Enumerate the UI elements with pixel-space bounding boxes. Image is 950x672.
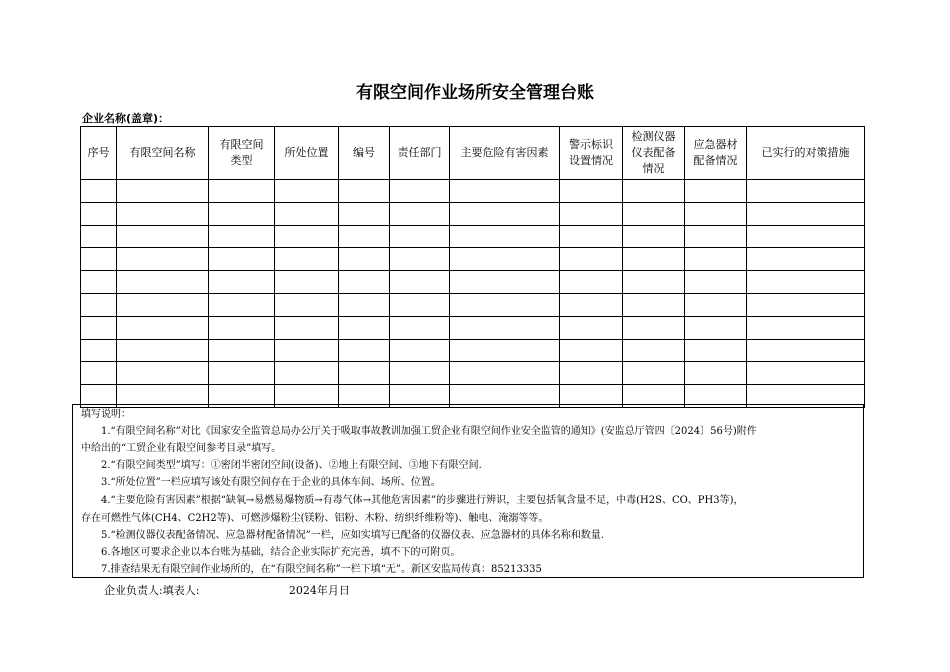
col-header-emergency-equipment: 应急器材 配备情况 xyxy=(685,127,747,180)
col-header-seq: 序号 xyxy=(81,127,117,180)
table-cell[interactable] xyxy=(209,339,275,362)
table-cell[interactable] xyxy=(275,202,339,225)
table-cell[interactable] xyxy=(685,293,747,316)
col-header-measures: 已实行的对策措施 xyxy=(747,127,865,180)
table-cell[interactable] xyxy=(339,316,390,339)
table-cell[interactable] xyxy=(560,248,623,271)
table-cell[interactable] xyxy=(117,271,209,294)
table-row xyxy=(81,271,865,294)
table-cell[interactable] xyxy=(339,225,390,248)
table-cell[interactable] xyxy=(117,225,209,248)
table-cell[interactable] xyxy=(390,202,450,225)
instruction-item: 存在可燃性气体(CH4、C2H2等)、可燃涉爆粉尘(镁粉、铝粉、木粉、纺织纤维粉等)、触电、淹溺等等。 xyxy=(81,513,549,524)
table-cell[interactable] xyxy=(623,202,685,225)
table-row xyxy=(81,202,865,225)
table-cell[interactable] xyxy=(747,180,865,203)
table-cell[interactable] xyxy=(81,362,117,385)
table-cell[interactable] xyxy=(560,339,623,362)
col-header-instruments: 检测仪器 仪表配备 情况 xyxy=(623,127,685,180)
table-cell[interactable] xyxy=(450,248,560,271)
table-cell[interactable] xyxy=(450,362,560,385)
table-cell[interactable] xyxy=(685,225,747,248)
table-body xyxy=(81,180,865,408)
table-cell[interactable] xyxy=(685,202,747,225)
col-header-space-name: 有限空间名称 xyxy=(117,127,209,180)
table-cell[interactable] xyxy=(209,202,275,225)
col-header-location: 所处位置 xyxy=(275,127,339,180)
instruction-item: 3.“所处位置”一栏应填写该处有限空间存在于企业的具体车间、场所、位置。 xyxy=(101,477,441,488)
table-cell[interactable] xyxy=(623,293,685,316)
footer-responsible-label: 企业负责人:填表人: xyxy=(104,584,200,597)
table-cell[interactable] xyxy=(560,271,623,294)
col-header-department: 责任部门 xyxy=(390,127,450,180)
table-cell[interactable] xyxy=(560,180,623,203)
table-cell[interactable] xyxy=(390,271,450,294)
table-cell[interactable] xyxy=(747,271,865,294)
table-cell[interactable] xyxy=(560,362,623,385)
table-row xyxy=(81,225,865,248)
table-cell[interactable] xyxy=(685,271,747,294)
table-cell[interactable] xyxy=(450,225,560,248)
table-cell[interactable] xyxy=(685,248,747,271)
footer-date: 2024年月日 xyxy=(288,584,350,597)
table-cell[interactable] xyxy=(450,316,560,339)
table-row xyxy=(81,248,865,271)
table-cell[interactable] xyxy=(685,362,747,385)
table-cell[interactable] xyxy=(275,362,339,385)
table-cell[interactable] xyxy=(685,180,747,203)
table-cell[interactable] xyxy=(747,362,865,385)
table-cell[interactable] xyxy=(450,339,560,362)
table-cell[interactable] xyxy=(560,202,623,225)
table-cell[interactable] xyxy=(117,362,209,385)
table-cell[interactable] xyxy=(390,339,450,362)
table-cell[interactable] xyxy=(390,293,450,316)
table-cell[interactable] xyxy=(275,293,339,316)
col-header-warning-signs: 警示标识 设置情况 xyxy=(560,127,623,180)
table-cell[interactable] xyxy=(117,293,209,316)
table-row xyxy=(81,339,865,362)
table-cell[interactable] xyxy=(560,293,623,316)
table-cell[interactable] xyxy=(339,248,390,271)
table-cell[interactable] xyxy=(209,248,275,271)
instruction-item: 1.“有限空间名称”对比《国家安全监管总局办公厅关于吸取事故教训加强工贸企业有限空间作业安全监管的通知》(安监总厅管四〔2024〕56号)附件 xyxy=(101,426,757,437)
instruction-item: 5.“检测仪器仪表配备情况、应急器材配备情况”一栏，应如实填写已配备的仪器仪表、应急器材的具体名称和数量. xyxy=(101,530,604,541)
table-cell[interactable] xyxy=(747,225,865,248)
table-cell[interactable] xyxy=(81,180,117,203)
table-cell[interactable] xyxy=(685,316,747,339)
col-header-hazards: 主要危险有害因素 xyxy=(450,127,560,180)
table-cell[interactable] xyxy=(117,180,209,203)
table-cell[interactable] xyxy=(275,339,339,362)
table-cell[interactable] xyxy=(339,339,390,362)
table-cell[interactable] xyxy=(275,225,339,248)
table-row xyxy=(81,293,865,316)
table-cell[interactable] xyxy=(390,180,450,203)
table-cell[interactable] xyxy=(390,248,450,271)
table-cell[interactable] xyxy=(209,316,275,339)
table-cell[interactable] xyxy=(623,362,685,385)
table-cell[interactable] xyxy=(450,271,560,294)
table-cell[interactable] xyxy=(390,316,450,339)
table-cell[interactable] xyxy=(747,293,865,316)
table-cell[interactable] xyxy=(623,180,685,203)
instruction-item: 中给出的“工贸企业有限空间参考目录”填写。 xyxy=(81,443,282,454)
table-cell[interactable] xyxy=(339,271,390,294)
table-cell[interactable] xyxy=(390,225,450,248)
table-cell[interactable] xyxy=(747,202,865,225)
ledger-table xyxy=(80,126,865,408)
footer-signatures xyxy=(104,582,350,598)
table-row xyxy=(81,316,865,339)
table-cell[interactable] xyxy=(623,271,685,294)
table-cell[interactable] xyxy=(117,316,209,339)
table-cell[interactable] xyxy=(81,293,117,316)
table-cell[interactable] xyxy=(450,202,560,225)
col-header-space-type: 有限空间 类型 xyxy=(209,127,275,180)
table-row xyxy=(81,180,865,203)
company-name-label: 企业名称(盖章)： xyxy=(82,112,170,125)
table-cell[interactable] xyxy=(117,202,209,225)
table-cell[interactable] xyxy=(275,248,339,271)
instruction-item: 6.各地区可要求企业以本台账为基础，结合企业实际扩充完善，填不下的可附页。 xyxy=(101,547,461,558)
table-cell[interactable] xyxy=(275,271,339,294)
table-cell[interactable] xyxy=(81,202,117,225)
table-cell[interactable] xyxy=(747,248,865,271)
table-cell[interactable] xyxy=(623,225,685,248)
table-cell[interactable] xyxy=(81,316,117,339)
table-cell[interactable] xyxy=(560,225,623,248)
table-cell[interactable] xyxy=(450,180,560,203)
table-cell[interactable] xyxy=(81,225,117,248)
table-cell[interactable] xyxy=(623,339,685,362)
table-cell[interactable] xyxy=(623,316,685,339)
table-cell[interactable] xyxy=(685,339,747,362)
table-cell[interactable] xyxy=(81,271,117,294)
table-cell[interactable] xyxy=(117,339,209,362)
table-cell[interactable] xyxy=(81,339,117,362)
instructions-box xyxy=(72,404,864,578)
table-cell[interactable] xyxy=(560,316,623,339)
col-header-number: 编号 xyxy=(339,127,390,180)
table-cell[interactable] xyxy=(209,180,275,203)
instruction-item: 7.排查结果无有限空间作业场所的，在“有限空间名称”一栏下填“无”。新区安监局传真：85213335 xyxy=(101,564,542,575)
table-cell[interactable] xyxy=(117,248,209,271)
table-cell[interactable] xyxy=(209,225,275,248)
table-cell[interactable] xyxy=(339,293,390,316)
table-cell[interactable] xyxy=(390,362,450,385)
table-cell[interactable] xyxy=(747,316,865,339)
table-cell[interactable] xyxy=(209,271,275,294)
table-cell[interactable] xyxy=(81,248,117,271)
table-cell[interactable] xyxy=(339,362,390,385)
table-cell[interactable] xyxy=(275,180,339,203)
table-cell[interactable] xyxy=(209,362,275,385)
table-cell[interactable] xyxy=(747,339,865,362)
table-cell[interactable] xyxy=(209,293,275,316)
instruction-item: 2.“有限空间类型”填写：①密闭半密闭空间(设备)、②地上有限空间、③地下有限空间. xyxy=(101,460,482,471)
table-header-row xyxy=(81,127,865,180)
table-cell[interactable] xyxy=(339,202,390,225)
table-cell[interactable] xyxy=(339,180,390,203)
page-title: 有限空间作业场所安全管理台账 xyxy=(356,83,594,103)
table-cell[interactable] xyxy=(450,293,560,316)
instruction-item: 4.“主要危险有害因素”根据“缺氧→易燃易爆物质→有毒气体→其他危害因素”的步骤进行辨识，主要包括氧含量不足，中毒(H2S、CO、PH3等)， xyxy=(101,495,744,506)
instructions-label: 填写说明： xyxy=(81,409,131,420)
table-cell[interactable] xyxy=(623,248,685,271)
table-cell[interactable] xyxy=(275,316,339,339)
table-row xyxy=(81,362,865,385)
